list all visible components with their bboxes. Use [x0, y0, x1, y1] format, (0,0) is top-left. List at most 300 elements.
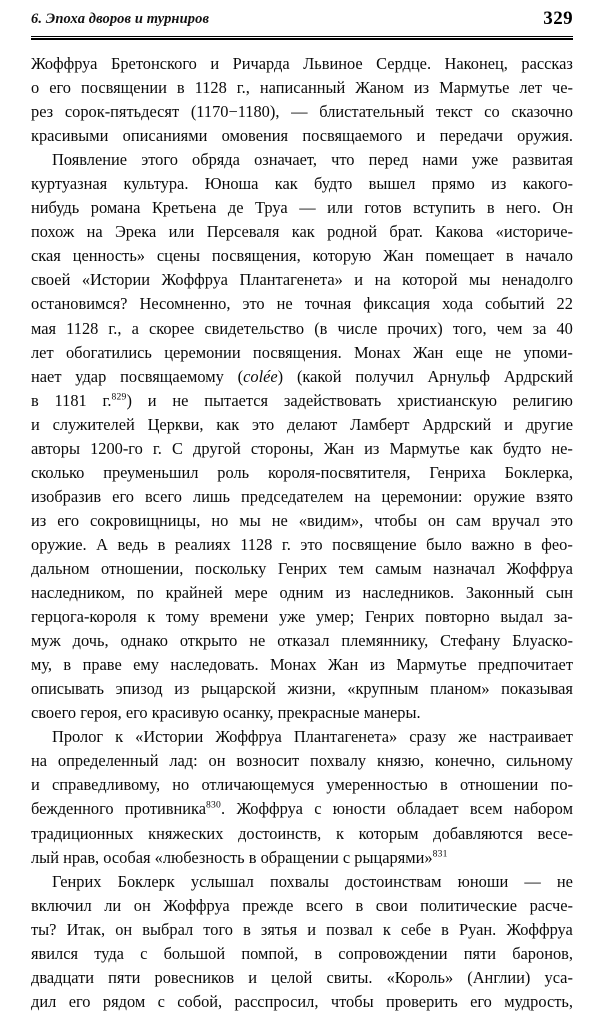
text-word: че-	[551, 78, 573, 98]
text-word: церемонии:	[381, 486, 463, 506]
text-word: что	[331, 150, 355, 170]
text-word: похвалы	[269, 871, 329, 891]
text-word: ведь	[117, 534, 149, 554]
text-word: (какой	[296, 366, 342, 386]
text-word: из	[31, 510, 47, 530]
text-word: ненадолго	[501, 270, 573, 290]
text-word: посвящаемого	[302, 126, 403, 146]
footnote-marker: 831	[432, 848, 448, 860]
text-word: роль	[217, 462, 250, 482]
text-word: омовения	[221, 126, 289, 146]
text-word: целой	[271, 967, 313, 987]
text-word: из	[335, 583, 351, 603]
text-word: Плантагенета»	[293, 727, 398, 747]
text-word: включил	[31, 895, 92, 915]
text-word: тем	[338, 558, 364, 578]
text-word: 1181	[54, 390, 87, 410]
text-word: не	[495, 342, 512, 362]
text-word: же	[458, 727, 477, 747]
text-word: Труа	[255, 198, 288, 218]
text-word: пяти	[463, 943, 497, 963]
text-word: Пролог	[52, 727, 104, 747]
text-word: мая	[31, 318, 57, 338]
text-word: туда	[94, 943, 124, 963]
text-word: героя,	[80, 703, 122, 723]
text-word: Жоффруа	[215, 727, 282, 747]
text-word: отказал	[277, 631, 330, 651]
text-word: проверить	[386, 991, 458, 1011]
text-word: конечно,	[434, 751, 496, 771]
text-word: в	[248, 847, 257, 867]
text-word: будто	[314, 174, 353, 194]
text-word: ему	[133, 655, 159, 675]
text-word: его	[112, 486, 134, 506]
text-line	[31, 966, 573, 990]
text-word: христианскую	[397, 390, 497, 410]
text-word: противника$^{830}$.	[124, 799, 226, 819]
footnote-marker: 830	[206, 799, 222, 811]
text-word: Жоффруа	[506, 919, 573, 939]
text-line	[31, 773, 573, 797]
text-word: Жоффруа	[236, 799, 303, 819]
text-word: княжеских	[148, 823, 224, 843]
text-word: сказочно	[511, 102, 573, 122]
text-line	[31, 196, 573, 220]
text-word: жизни,	[287, 679, 336, 699]
text-word: рез	[31, 102, 54, 122]
text-word: осанку,	[222, 703, 274, 723]
text-word: «Истории	[135, 727, 204, 747]
text-line	[31, 292, 573, 316]
text-word: обращении	[260, 847, 339, 867]
text-word: лишь	[192, 486, 230, 506]
text-word: явился	[31, 943, 79, 963]
text-word: Жоффруа	[163, 895, 230, 915]
text-word: Он	[552, 198, 573, 218]
text-word: в	[314, 943, 323, 963]
text-word: прекрасные	[277, 703, 360, 723]
text-word: одним	[279, 583, 324, 603]
text-word: открыто	[179, 631, 238, 651]
text-word: муж	[31, 631, 61, 651]
text-word: г.,	[236, 78, 250, 98]
text-word: политические	[420, 895, 518, 915]
text-word: он	[427, 510, 445, 530]
text-word: лый	[31, 847, 59, 867]
text-word: за-	[553, 607, 573, 627]
text-word: настраивает	[488, 727, 573, 747]
text-word: —	[291, 102, 308, 122]
text-word: всем	[469, 799, 503, 819]
text-word: описаниями	[122, 126, 208, 146]
text-line	[31, 918, 573, 942]
text-word: готов	[364, 198, 402, 218]
text-word: его	[49, 78, 71, 98]
text-word: это	[252, 414, 275, 434]
text-word: Несомненно,	[139, 294, 231, 314]
text-word: возносит	[236, 751, 300, 771]
text-word: и	[504, 414, 513, 434]
text-word: всего	[305, 895, 343, 915]
text-word: не	[249, 631, 266, 651]
text-word: и	[354, 270, 364, 290]
text-line	[31, 870, 573, 894]
text-word: нает	[31, 366, 62, 386]
text-word: Церкви,	[147, 414, 204, 434]
text-line	[31, 581, 573, 605]
text-word: 40	[556, 318, 573, 338]
text-word: в	[355, 895, 364, 915]
text-word: оружие	[473, 486, 526, 506]
text-word: текст	[436, 102, 473, 122]
text-word: остановимся?	[31, 294, 128, 314]
text-word: однако	[120, 631, 168, 651]
text-word: еще	[455, 342, 483, 362]
text-word: Плантагенета»	[239, 270, 343, 290]
text-word: фео-	[541, 534, 573, 554]
text-word: по-	[550, 775, 573, 795]
text-word: собой,	[177, 991, 223, 1011]
text-word: как	[291, 222, 315, 242]
text-word: преуменьшил	[103, 462, 199, 482]
text-word: это	[550, 510, 573, 530]
text-word: или	[168, 222, 195, 242]
text-word: 1200-го	[90, 438, 143, 458]
text-word: нрав,	[63, 847, 100, 867]
text-word: председателем	[241, 486, 344, 506]
text-word: Стефану	[440, 631, 501, 651]
text-word: Генрих	[52, 871, 102, 891]
text-line	[31, 389, 573, 413]
text-word: лад:	[169, 751, 198, 771]
text-word: религию	[512, 390, 573, 410]
text-word: обряда	[192, 150, 240, 170]
text-word: стороны,	[250, 438, 314, 458]
text-word: не	[276, 294, 293, 314]
text-word: ты?	[31, 919, 57, 939]
text-word: Генрих	[365, 607, 415, 627]
text-word: романа	[90, 198, 141, 218]
text-word: планом»	[430, 679, 490, 699]
text-word: особая	[103, 847, 151, 867]
text-word: де	[227, 198, 244, 218]
text-word: Бретонского	[110, 54, 197, 73]
text-line	[31, 317, 573, 341]
text-word: С	[171, 438, 183, 458]
text-word: его	[57, 510, 80, 530]
text-word: будто	[502, 438, 542, 458]
text-word: авторы	[31, 438, 80, 458]
text-word: в	[440, 775, 448, 795]
text-word: достоинствам	[344, 871, 442, 891]
text-word: наследников.	[362, 583, 455, 603]
text-word: выдал	[500, 607, 544, 627]
text-word: в	[505, 246, 514, 266]
text-word: услышал	[190, 871, 254, 891]
text-word: двадцати	[31, 967, 95, 987]
text-word: в	[524, 534, 532, 554]
text-word: мудрость,	[504, 991, 573, 1011]
text-word: не	[172, 390, 189, 410]
text-word: по	[136, 583, 154, 603]
text-word: свидетельство	[204, 318, 305, 338]
text-word: на	[374, 270, 391, 290]
text-word: —	[299, 198, 316, 218]
text-word: него.	[506, 198, 541, 218]
text-word: сорок-пятьдесят	[64, 102, 180, 122]
text-word: Боклерка,	[504, 462, 573, 482]
text-word: в	[176, 78, 185, 98]
running-head	[31, 8, 573, 37]
text-word: церемонии	[164, 342, 241, 362]
text-word: перед	[368, 150, 409, 170]
text-word: обогатились	[65, 342, 152, 362]
text-word: юности	[332, 799, 386, 819]
text-word: поскольку	[194, 558, 267, 578]
text-word: со	[484, 102, 500, 122]
text-word: Мармутье	[396, 655, 467, 675]
text-word: дочь,	[72, 631, 109, 651]
text-word: определенный	[57, 751, 159, 771]
text-line	[31, 76, 573, 100]
text-line	[31, 605, 573, 629]
text-word: наследником,	[31, 583, 125, 603]
text-word: (colée)	[237, 366, 284, 386]
text-word: в	[63, 655, 72, 675]
text-word: из	[491, 174, 507, 194]
text-word: мы	[239, 510, 261, 530]
text-word: рассказ	[521, 54, 573, 73]
text-word: на	[354, 486, 371, 506]
text-word: дил	[31, 991, 57, 1011]
text-word: но	[211, 510, 229, 530]
text-word: сопровождении	[338, 943, 448, 963]
text-line	[31, 533, 573, 557]
text-word: умер;	[315, 607, 355, 627]
text-word: юноши	[457, 871, 509, 891]
text-line	[31, 846, 573, 870]
text-word: традиционных	[31, 823, 134, 843]
text-word: лет	[31, 342, 54, 362]
text-word: свои	[375, 895, 408, 915]
text-word: Жоффруа	[506, 558, 573, 578]
text-word: взято	[536, 486, 573, 506]
text-word: Жаном	[355, 78, 404, 98]
text-word: Жан	[323, 438, 355, 458]
text-word: сын	[545, 583, 573, 603]
text-word: умеренностью	[326, 775, 428, 795]
text-word: праве	[82, 655, 122, 675]
text-word: справедливому,	[52, 775, 161, 795]
text-line	[31, 124, 573, 148]
text-word: достоинств,	[238, 823, 322, 843]
text-word: всего	[145, 486, 182, 506]
text-word: назначал	[433, 558, 495, 578]
text-word: другие	[525, 414, 573, 434]
text-word: куртуазная	[31, 174, 108, 194]
text-word: Жан	[412, 342, 444, 362]
text-word: пытается	[204, 390, 269, 410]
text-word: родной	[327, 222, 378, 242]
text-word: задействовать	[283, 390, 382, 410]
text-word: в	[243, 919, 251, 939]
text-word: уса-	[544, 967, 573, 987]
text-word: посвящение	[332, 534, 417, 554]
text-word: мы	[469, 270, 491, 290]
text-word: на	[86, 222, 103, 242]
text-word: мере	[234, 583, 268, 603]
text-line	[31, 148, 573, 172]
text-word: точная	[304, 294, 352, 314]
text-word: уже	[471, 150, 499, 170]
text-word: похож	[31, 222, 75, 242]
text-word: Юноша	[204, 174, 259, 194]
text-word: обладает	[396, 799, 459, 819]
text-word: его	[68, 991, 91, 1011]
text-word: прямо	[431, 174, 475, 194]
text-line	[31, 365, 573, 389]
text-word: свиты.	[326, 967, 373, 987]
text-word: или	[327, 198, 353, 218]
text-word: развитая	[512, 150, 573, 170]
text-line	[31, 413, 573, 437]
text-word: дальном	[31, 558, 90, 578]
text-word: а	[131, 318, 139, 338]
text-word: эпизод	[115, 679, 163, 699]
text-word: помещает	[425, 246, 495, 266]
text-word: чтобы	[374, 510, 417, 530]
text-word: «Король»	[386, 967, 454, 987]
text-word: пяти	[108, 967, 141, 987]
text-word: и	[210, 54, 220, 73]
text-word: на	[31, 751, 48, 771]
text-line	[31, 341, 573, 365]
text-word: оружие.	[31, 534, 87, 554]
text-word: ценность»	[72, 246, 146, 266]
text-word: отношении,	[100, 558, 184, 578]
text-word: которую	[312, 246, 372, 266]
text-word: А	[96, 534, 108, 554]
text-word: рядом	[102, 991, 146, 1011]
text-word: хода	[442, 294, 473, 314]
text-word: сколько	[31, 462, 85, 482]
footnote-marker: 829	[111, 391, 127, 403]
text-word: нибудь	[31, 198, 80, 218]
text-line	[31, 629, 573, 653]
text-word: бежденного	[31, 799, 114, 819]
text-word: уже	[278, 607, 306, 627]
text-word: упоми-	[523, 342, 573, 362]
text-word: культура.	[123, 174, 189, 194]
text-word: другой	[193, 438, 241, 458]
text-word: зятья	[260, 919, 298, 939]
text-word: большой	[163, 943, 226, 963]
text-word: г.	[281, 534, 291, 554]
text-word: манеры.	[363, 703, 421, 723]
text-word: посвящения,	[211, 246, 301, 266]
text-word: лет	[519, 78, 542, 98]
header-rule-thick	[31, 38, 573, 41]
text-word: как	[469, 438, 493, 458]
text-line	[31, 485, 573, 509]
text-word: посвящения.	[252, 342, 342, 362]
text-word: —	[524, 871, 541, 891]
text-word: Наконец,	[444, 54, 508, 73]
text-word: важно	[471, 534, 515, 554]
text-word: г.,	[108, 318, 122, 338]
text-word: рыцарями»$^{831}$	[354, 847, 448, 867]
text-word: реалиях	[174, 534, 231, 554]
text-line	[31, 52, 573, 76]
text-word: Ричарда	[232, 54, 290, 73]
text-line	[31, 509, 573, 533]
text-word: весе-	[537, 823, 573, 843]
text-word: отношении	[460, 775, 539, 795]
text-word: отличающемуся	[201, 775, 315, 795]
text-word: красивую	[151, 703, 219, 723]
text-word: изобразив	[31, 486, 102, 506]
text-word: Монах	[354, 342, 401, 362]
text-word: г.$^{829}$)	[102, 390, 132, 410]
text-word: написанный	[259, 78, 346, 98]
text-word: и	[307, 919, 317, 939]
text-word: Персеваля	[206, 222, 280, 242]
text-word: и	[147, 390, 157, 410]
text-word: наследовать.	[170, 655, 259, 675]
text-word: 1128	[194, 78, 227, 98]
text-word: событий	[485, 294, 545, 314]
text-word: описывать	[31, 679, 105, 699]
text-word: расче-	[529, 895, 573, 915]
text-word: Эрека	[114, 222, 157, 242]
text-line	[31, 725, 573, 749]
text-word: которой	[402, 270, 458, 290]
text-word: баронов,	[512, 943, 573, 963]
text-word: посвящении	[80, 78, 167, 98]
text-word: и	[248, 967, 258, 987]
text-word: ровесников	[154, 967, 235, 987]
text-word: Монах	[269, 655, 317, 675]
text-word: с	[314, 799, 322, 819]
text-word: Ардрский	[422, 414, 492, 434]
text-word: Львиное	[303, 54, 363, 73]
text-word: брат.	[389, 222, 423, 242]
text-word: этого	[141, 150, 178, 170]
text-word: своего	[31, 703, 77, 723]
text-word: набором	[513, 799, 573, 819]
text-word: 1128	[66, 318, 99, 338]
text-word: скорее	[148, 318, 195, 338]
text-word: Появление	[52, 150, 128, 170]
text-word: ская	[31, 246, 61, 266]
text-word: рыцарской	[201, 679, 276, 699]
text-word: «Истории	[81, 270, 151, 290]
text-line	[31, 220, 573, 244]
text-word: из	[413, 78, 430, 98]
text-word: сцены	[156, 246, 201, 266]
text-word: Жан	[327, 655, 359, 675]
text-word: его	[125, 703, 148, 723]
text-line	[31, 172, 573, 196]
text-word: Итак,	[66, 919, 106, 939]
text-word: чтобы	[330, 991, 374, 1011]
text-word: из	[369, 655, 385, 675]
text-word: выбрал	[142, 919, 194, 939]
text-word: не	[271, 510, 288, 530]
text-word: Руан.	[459, 919, 497, 939]
text-word: делают	[287, 414, 338, 434]
text-word: Генрих	[277, 558, 328, 578]
